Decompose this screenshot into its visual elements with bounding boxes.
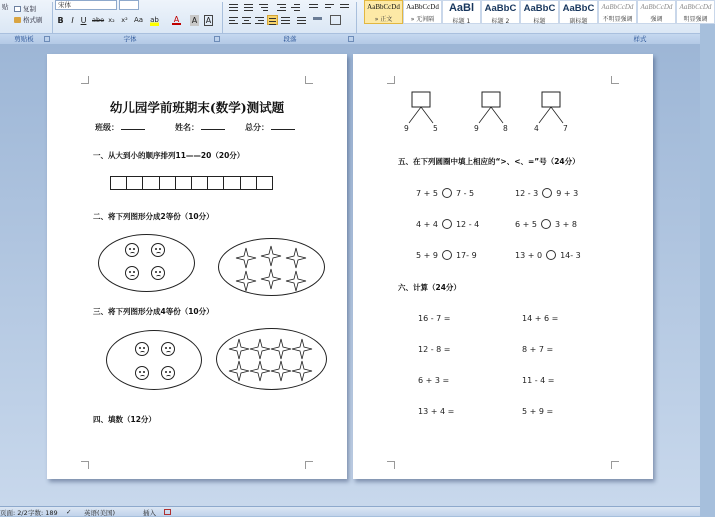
style-item[interactable] (364, 0, 403, 24)
font-size-select[interactable] (119, 0, 139, 10)
compare-left: 4 + 4 (416, 220, 438, 229)
align-left-button[interactable] (228, 15, 239, 25)
highlight-button[interactable]: ab (150, 16, 159, 24)
style-name: 副标题 (569, 18, 588, 25)
bond-left-number: 9 (404, 124, 409, 133)
oval-faces-4 (106, 330, 202, 390)
style-item[interactable] (637, 0, 676, 24)
bond-right-number: 5 (433, 124, 438, 133)
four-point-stars-icon (219, 239, 326, 297)
compare-item (515, 219, 577, 229)
order-boxes (110, 176, 272, 190)
style-name: 标题 1 (452, 18, 471, 25)
spell-check-icon[interactable]: ✓ (66, 508, 72, 516)
bond-right-number: 7 (563, 124, 568, 133)
question-6: 六、计算（24分） (398, 283, 461, 292)
compare-left: 12 - 3 (515, 189, 539, 198)
decrease-indent-button[interactable] (276, 2, 287, 12)
bond-right-number: 8 (503, 124, 508, 133)
style-sample: AaBbC (484, 3, 517, 14)
answer-circle[interactable] (546, 250, 556, 260)
compare-right: 14- 3 (560, 251, 581, 260)
question-4: 四、填数（12分） (93, 415, 156, 424)
style-item[interactable] (559, 0, 598, 24)
calc-item: 6 + 3 = (418, 376, 450, 385)
compare-item (416, 188, 474, 198)
number-bond (521, 91, 581, 141)
style-item[interactable] (520, 0, 559, 24)
document-workspace (0, 44, 700, 506)
status-bar (0, 506, 700, 516)
class-field: 班级： (95, 122, 145, 133)
align-right-button[interactable] (254, 15, 265, 25)
style-name: » 无间隔 (410, 16, 435, 23)
char-border-button[interactable]: A (205, 16, 212, 25)
exam-title: 幼儿园学前班期末(数学)测试题 (109, 100, 285, 115)
compare-right: 3 + 8 (554, 220, 577, 229)
compare-right: 9 + 3 (556, 189, 579, 198)
style-name: 强调 (650, 16, 663, 23)
numbering-button[interactable] (243, 2, 254, 12)
style-item[interactable] (442, 0, 481, 24)
oval-stars-2 (218, 238, 325, 296)
font-launcher-icon[interactable] (214, 36, 220, 42)
calc-item: 11 - 4 = (522, 376, 555, 385)
bold-button[interactable]: B (57, 16, 64, 25)
oval-stars-4 (216, 328, 327, 390)
italic-button[interactable]: I (71, 16, 74, 25)
compare-item (515, 250, 581, 260)
sort-button[interactable] (324, 2, 335, 12)
format-painter-icon (14, 17, 21, 23)
question-5: 五、在下列圆圈中填上相应的“>、<、=”号（24分） (398, 157, 580, 166)
calc-item: 12 - 8 = (418, 345, 451, 354)
compare-left: 7 + 5 (416, 189, 438, 198)
answer-circle[interactable] (442, 219, 452, 229)
copy-button[interactable]: 复制 (14, 4, 36, 13)
style-item[interactable] (676, 0, 715, 24)
distributed-button[interactable] (280, 15, 291, 25)
name-blank (201, 123, 225, 130)
format-painter-button[interactable]: 格式刷 (14, 15, 43, 24)
style-name: » 正文 (374, 16, 393, 23)
font-color-button[interactable]: A (173, 15, 180, 24)
justify-button[interactable] (267, 15, 278, 25)
strikethrough-button[interactable]: abe (92, 16, 105, 24)
underline-button[interactable]: U (80, 16, 87, 25)
style-item[interactable] (598, 0, 637, 24)
style-name: 不明显强调 (602, 16, 633, 23)
compare-left: 13 + 0 (515, 251, 543, 260)
style-sample: AaBbCcDd (406, 3, 439, 11)
language-indicator[interactable]: 英语(美国) (84, 509, 116, 517)
subscript-button[interactable]: x₂ (108, 16, 115, 24)
style-item[interactable] (481, 0, 520, 24)
calc-item: 5 + 9 = (522, 407, 554, 416)
ribbon (0, 0, 712, 44)
show-marks-button[interactable] (339, 2, 350, 12)
style-sample: AaBbCcDd (679, 3, 712, 11)
calc-item: 8 + 7 = (522, 345, 554, 354)
name-field: 姓名： (175, 122, 225, 133)
change-case-button[interactable]: Aa (134, 16, 144, 24)
compare-right: 17- 9 (455, 251, 477, 260)
class-blank (121, 123, 145, 130)
question-1: 一、从大到小的顺序排列11——20（20分） (93, 151, 245, 160)
answer-circle[interactable] (541, 219, 551, 229)
answer-circle[interactable] (442, 250, 452, 260)
font-group-label: 字体 (123, 35, 137, 43)
style-name: 标题 2 (491, 18, 510, 25)
question-2: 二、将下列图形分成2等份（10分） (93, 212, 214, 221)
number-bond (461, 91, 521, 141)
score-blank (271, 123, 295, 130)
borders-button[interactable] (330, 15, 341, 25)
align-center-button[interactable] (241, 15, 252, 25)
answer-circle[interactable] (442, 188, 452, 198)
style-sample: AaBl (448, 2, 475, 14)
number-bond (391, 91, 451, 141)
clipboard-group-label: 剪贴板 (14, 35, 34, 43)
style-sample: AaBbC (562, 3, 595, 14)
increase-indent-button[interactable] (290, 2, 301, 12)
style-name: 明显强调 (683, 16, 708, 23)
page-count[interactable]: 页面: 2/2 (0, 509, 28, 517)
paragraph-group-label: 段落 (283, 35, 297, 43)
style-sample: AaBbC (523, 3, 556, 14)
insert-mode[interactable]: 插入 (143, 509, 156, 517)
paste-button[interactable] (2, 2, 9, 11)
chinese-layout-button[interactable] (308, 2, 319, 12)
style-item[interactable] (403, 0, 442, 24)
multilevel-list-button[interactable] (258, 2, 269, 12)
style-sample: AaBbCcDd (367, 3, 400, 11)
compare-item (515, 188, 578, 198)
compare-right: 12 - 4 (455, 220, 480, 229)
page-1[interactable] (47, 54, 347, 479)
paragraph-launcher-icon[interactable] (348, 36, 354, 42)
bond-left-number: 4 (534, 124, 539, 133)
style-name: 标题 (533, 18, 546, 25)
copy-icon (14, 6, 21, 12)
score-field: 总分： (245, 122, 295, 133)
compare-item (416, 250, 477, 260)
calc-item: 14 + 6 = (522, 314, 559, 323)
question-3: 三、将下列图形分成4等份（10分） (93, 307, 214, 316)
calc-item: 13 + 4 = (418, 407, 455, 416)
styles-group-label: 样式 (633, 35, 647, 43)
page-2[interactable] (353, 54, 653, 479)
ribbon-group-labels (0, 33, 700, 44)
word-count[interactable]: 字数: 189 (28, 509, 58, 517)
compare-left: 6 + 5 (515, 220, 537, 229)
style-sample: AaBbCcDd (601, 3, 634, 11)
bullets-button[interactable] (228, 2, 239, 12)
font-family-select[interactable]: 宋体 (55, 0, 117, 10)
calc-item: 16 - 7 = (418, 314, 451, 323)
paste-label: 贴 (2, 3, 9, 11)
answer-circle[interactable] (542, 188, 552, 198)
macro-record-icon[interactable] (164, 509, 171, 515)
shading-button[interactable] (312, 15, 323, 25)
style-sample: AaBbCcDd (640, 3, 673, 11)
bond-left-number: 9 (474, 124, 479, 133)
compare-item (416, 219, 479, 229)
superscript-button[interactable]: x² (121, 16, 128, 24)
clipboard-launcher-icon[interactable] (44, 36, 50, 42)
line-spacing-button[interactable] (296, 15, 307, 25)
compare-right: 7 - 5 (455, 189, 475, 198)
char-shading-button[interactable]: A (191, 16, 198, 25)
compare-left: 5 + 9 (416, 251, 438, 260)
eight-point-stars-icon (217, 329, 328, 391)
oval-faces-2 (98, 234, 195, 292)
